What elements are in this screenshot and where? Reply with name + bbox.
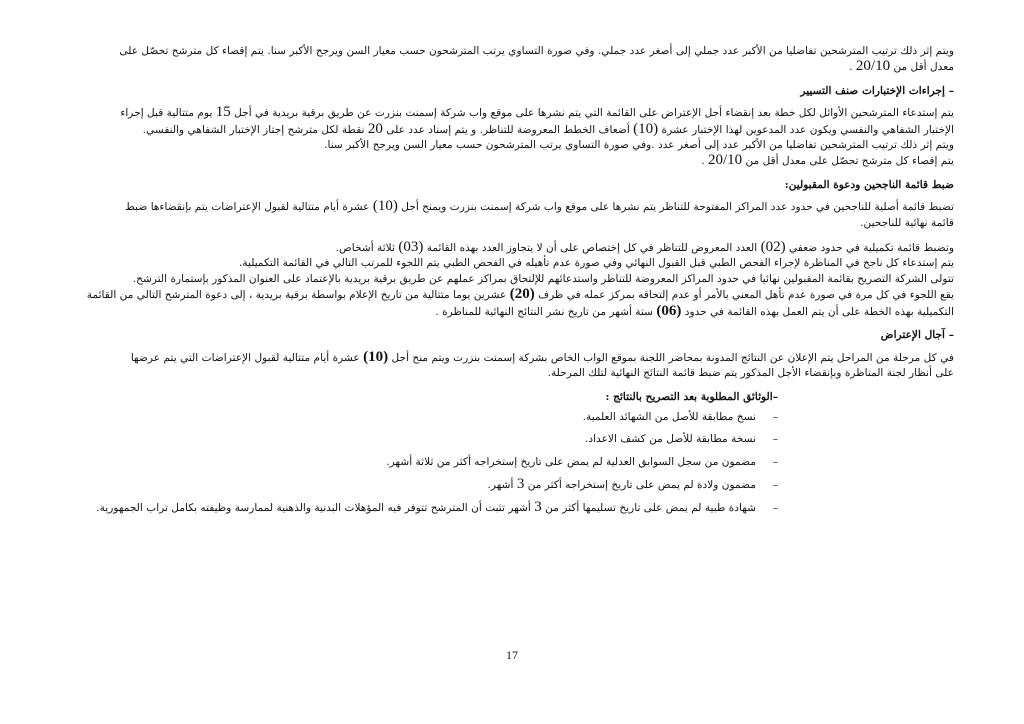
tests-minimum-average: 20/10: [707, 152, 743, 169]
intro-minimum-average: 20/10: [855, 58, 891, 75]
document-page: [70, 44, 954, 524]
tests-text-e: نقطة لكل مترشح إجتاز الإختبار الشفاهي والنفسي.: [142, 123, 365, 136]
lists-text-j: ستة أشهر من تاريخ نشر النتائج النهائية للمناظرة .: [435, 305, 654, 318]
lists-text-h: عشرين يوما متتالية من تاريخ الإعلام بواسطة برقية بريدية ، إلى دعوة المترشح التالي من القائمة: [86, 289, 507, 302]
lists-paragraph-1: [70, 199, 954, 231]
lists-text-a: تضبط قائمة أصلية للناجحين في حدود عدد المراكز المفتوحة للتناظر يتم نشرها على موقع واب شركة إسمنت بنزرت ويمنح أجل: [401, 201, 954, 214]
intro-line-1: ويتم إثر ذلك ترتيب المترشحين تفاضليا من الأكبر عدد جملي إلى أصغر عدد جملي. وفي صورة التساوي يرتب المترشحون حسب معيار السن ويرجح الأكبر سنا. يتم إقصاء كل مترشح تحصّل على: [119, 45, 954, 57]
dash-bullet-icon: –: [772, 502, 778, 515]
intro-text: معدل أقل من: [893, 61, 954, 74]
list-item: [70, 432, 778, 447]
tests-line-2: [70, 122, 954, 138]
lists-paragraph-5: [70, 287, 954, 320]
intro-paragraph: [70, 44, 954, 76]
tests-exclusion-text: يتم إقصاء كل مترشح تحصّل على معدل أقل من: [745, 155, 954, 168]
lists-text-b: عشرة أيام متتالية لقبول الإعتراضات يتم بإنقضاءها ضبط: [125, 201, 370, 214]
objection-text-b: عشرة أيام متتالية لقبول الإعتراضات التي يتم عرضها: [130, 351, 360, 364]
list-item: [70, 455, 778, 470]
document-item-text-end: أشهر تثبت أن المترشح تتوفر فيه المؤهلات البدنية والذهنية لممارسة وظيفته بكامل تراب الجمهورية.: [96, 502, 531, 515]
lists-text-i: التكميلية بهذه الخطة على أن يتم العمل بهذه القائمة في حدود: [684, 305, 954, 318]
document-item-text: نسخة مطابقة للأصل من كشف الاعداد.: [585, 433, 756, 446]
lists-months-limit: (06): [656, 302, 682, 319]
medical-certificate-months: 3: [534, 499, 542, 516]
lists-line-last: [70, 304, 954, 320]
dash-bullet-icon: –: [772, 455, 778, 468]
dash-bullet-icon: –: [772, 410, 778, 423]
tests-heading: – إجراءات الإختبارات صنف التسيير: [800, 84, 954, 97]
documents-list: [70, 410, 954, 517]
tests-score-points: 20: [367, 120, 383, 137]
document-item-text-end: أشهر.: [487, 478, 514, 491]
lists-heading: ضبط قائمة الناجحين ودعوة المقبولين:: [784, 178, 954, 191]
document-item-text: مضمون ولادة لم يمض على تاريخ إستخراجه أكثر من: [527, 478, 756, 491]
lists-double-count: (02): [760, 239, 786, 256]
documents-heading: –الوثائق المطلوبة بعد التصريح بالنتائج :: [605, 391, 778, 404]
intro-period: .: [849, 61, 853, 74]
objection-text-a: في كل مرحلة من المراحل يتم الإعلان عن النتائج المدونة بمحاضر اللجنة بموقع الواب الخاص بشركة إسمنت بنزرت ويتم منح أجل: [391, 351, 954, 364]
list-item: [70, 410, 778, 425]
tests-multiplier: (10): [633, 120, 659, 137]
tests-period: .: [701, 155, 705, 168]
lists-text-d: وتضبط قائمة تكميلية في حدود ضعفي: [788, 242, 954, 255]
document-item-text: مضمون من سجل السوابق العدلية لم يمض على تاريخ إستخراجه أكثر من ثلاثة أشهر.: [386, 455, 756, 468]
lists-text-f: ثلاثة أشخاص.: [335, 242, 395, 255]
dash-bullet-icon: –: [772, 478, 778, 491]
lists-paragraph-2: [70, 240, 954, 256]
lists-text-c: قائمة نهائية للناجحين.: [860, 216, 954, 229]
tests-paragraph-2: ويتم إثر ذلك ترتيب المترشحين تفاضليا من الأكبر عدد إلى أصغر عدد .وفي صورة التساوي يرتب المترشحون حسب معيار السن ويرجح الأكبر سنا.: [324, 139, 954, 152]
list-item: [70, 477, 778, 493]
list-item: [70, 500, 778, 516]
lists-paragraph-3: يتم إستدعاء كل ناجح في المناظرة لإجراء الفحص الطبي قبل القبول النهائي وفي صورة عدم تأهيله في الفحص الطبي يتم اللجوء للمرتب التالي في القائمة التكميلية.: [238, 257, 954, 270]
tests-paragraph-3: [70, 153, 954, 169]
lists-paragraph-4: تتولى الشركة التصريح بقائمة المقبولين نهائيا في حدود المراكز المعروضة للتناظر واستدعائهم للإلتحاق بمراكز عملهم عن طريق برقية بريدية بالإعتماد على العنوان المذكور بإستمارة الترشح.: [132, 272, 954, 285]
tests-text-c: الإختبار الشفاهي والنفسي ويكون عدد المدعوين لهذا الإختبار عشرة: [661, 123, 954, 136]
lists-text-e: العدد المعروض للتناظر في كل إختصاص على أن لا يتجاوز العدد بهذه القائمة: [426, 242, 758, 255]
dash-bullet-icon: –: [772, 433, 778, 446]
birth-certificate-months: 3: [516, 475, 525, 492]
objection-heading: – آجال الإعتراض: [880, 329, 954, 342]
objection-days: (10): [363, 348, 389, 365]
objection-paragraph: [70, 350, 954, 382]
lists-max-persons: (03): [398, 239, 424, 256]
tests-days-count: 15: [215, 104, 231, 121]
tests-text-d: أضعاف الخطط المعروضة للتناظر. و يتم إسناد عدد على: [386, 123, 630, 136]
intro-line-2: [70, 59, 954, 75]
document-item-text: شهادة طبية لم يمض على تاريخ تسليمها أكثر من: [545, 502, 756, 515]
tests-paragraph-1: [70, 105, 954, 138]
lists-objection-days: (10): [372, 198, 398, 215]
tests-text-b: يوم متتالية قبل إجراء: [120, 107, 213, 120]
page-number: 17: [506, 648, 518, 662]
objection-text-c: على أنظار لجنة المناظرة وبإنقضاء الأجل المذكور يتم ضبط قائمة النتائج النهائية لتلك المرحلة.: [547, 366, 954, 379]
document-item-text: نسخ مطابقة للأصل من الشهائد العلمية.: [582, 410, 756, 423]
tests-text-a: يتم إستدعاء المترشحين الأوائل لكل خطة بعد إنقضاء أجل الإعتراض على القائمة التي يتم نشرها على موقع واب شركة إسمنت بنزرت عن طريق برقية بريدية في أجل: [234, 107, 954, 120]
lists-text-g: يقع اللجوء في كل مرة في صورة عدم تأهل المعني بالأمر أو عدم إلتحاقه بمركز عمله في ظرف: [538, 289, 954, 302]
lists-days-deadline: (20): [509, 286, 535, 303]
